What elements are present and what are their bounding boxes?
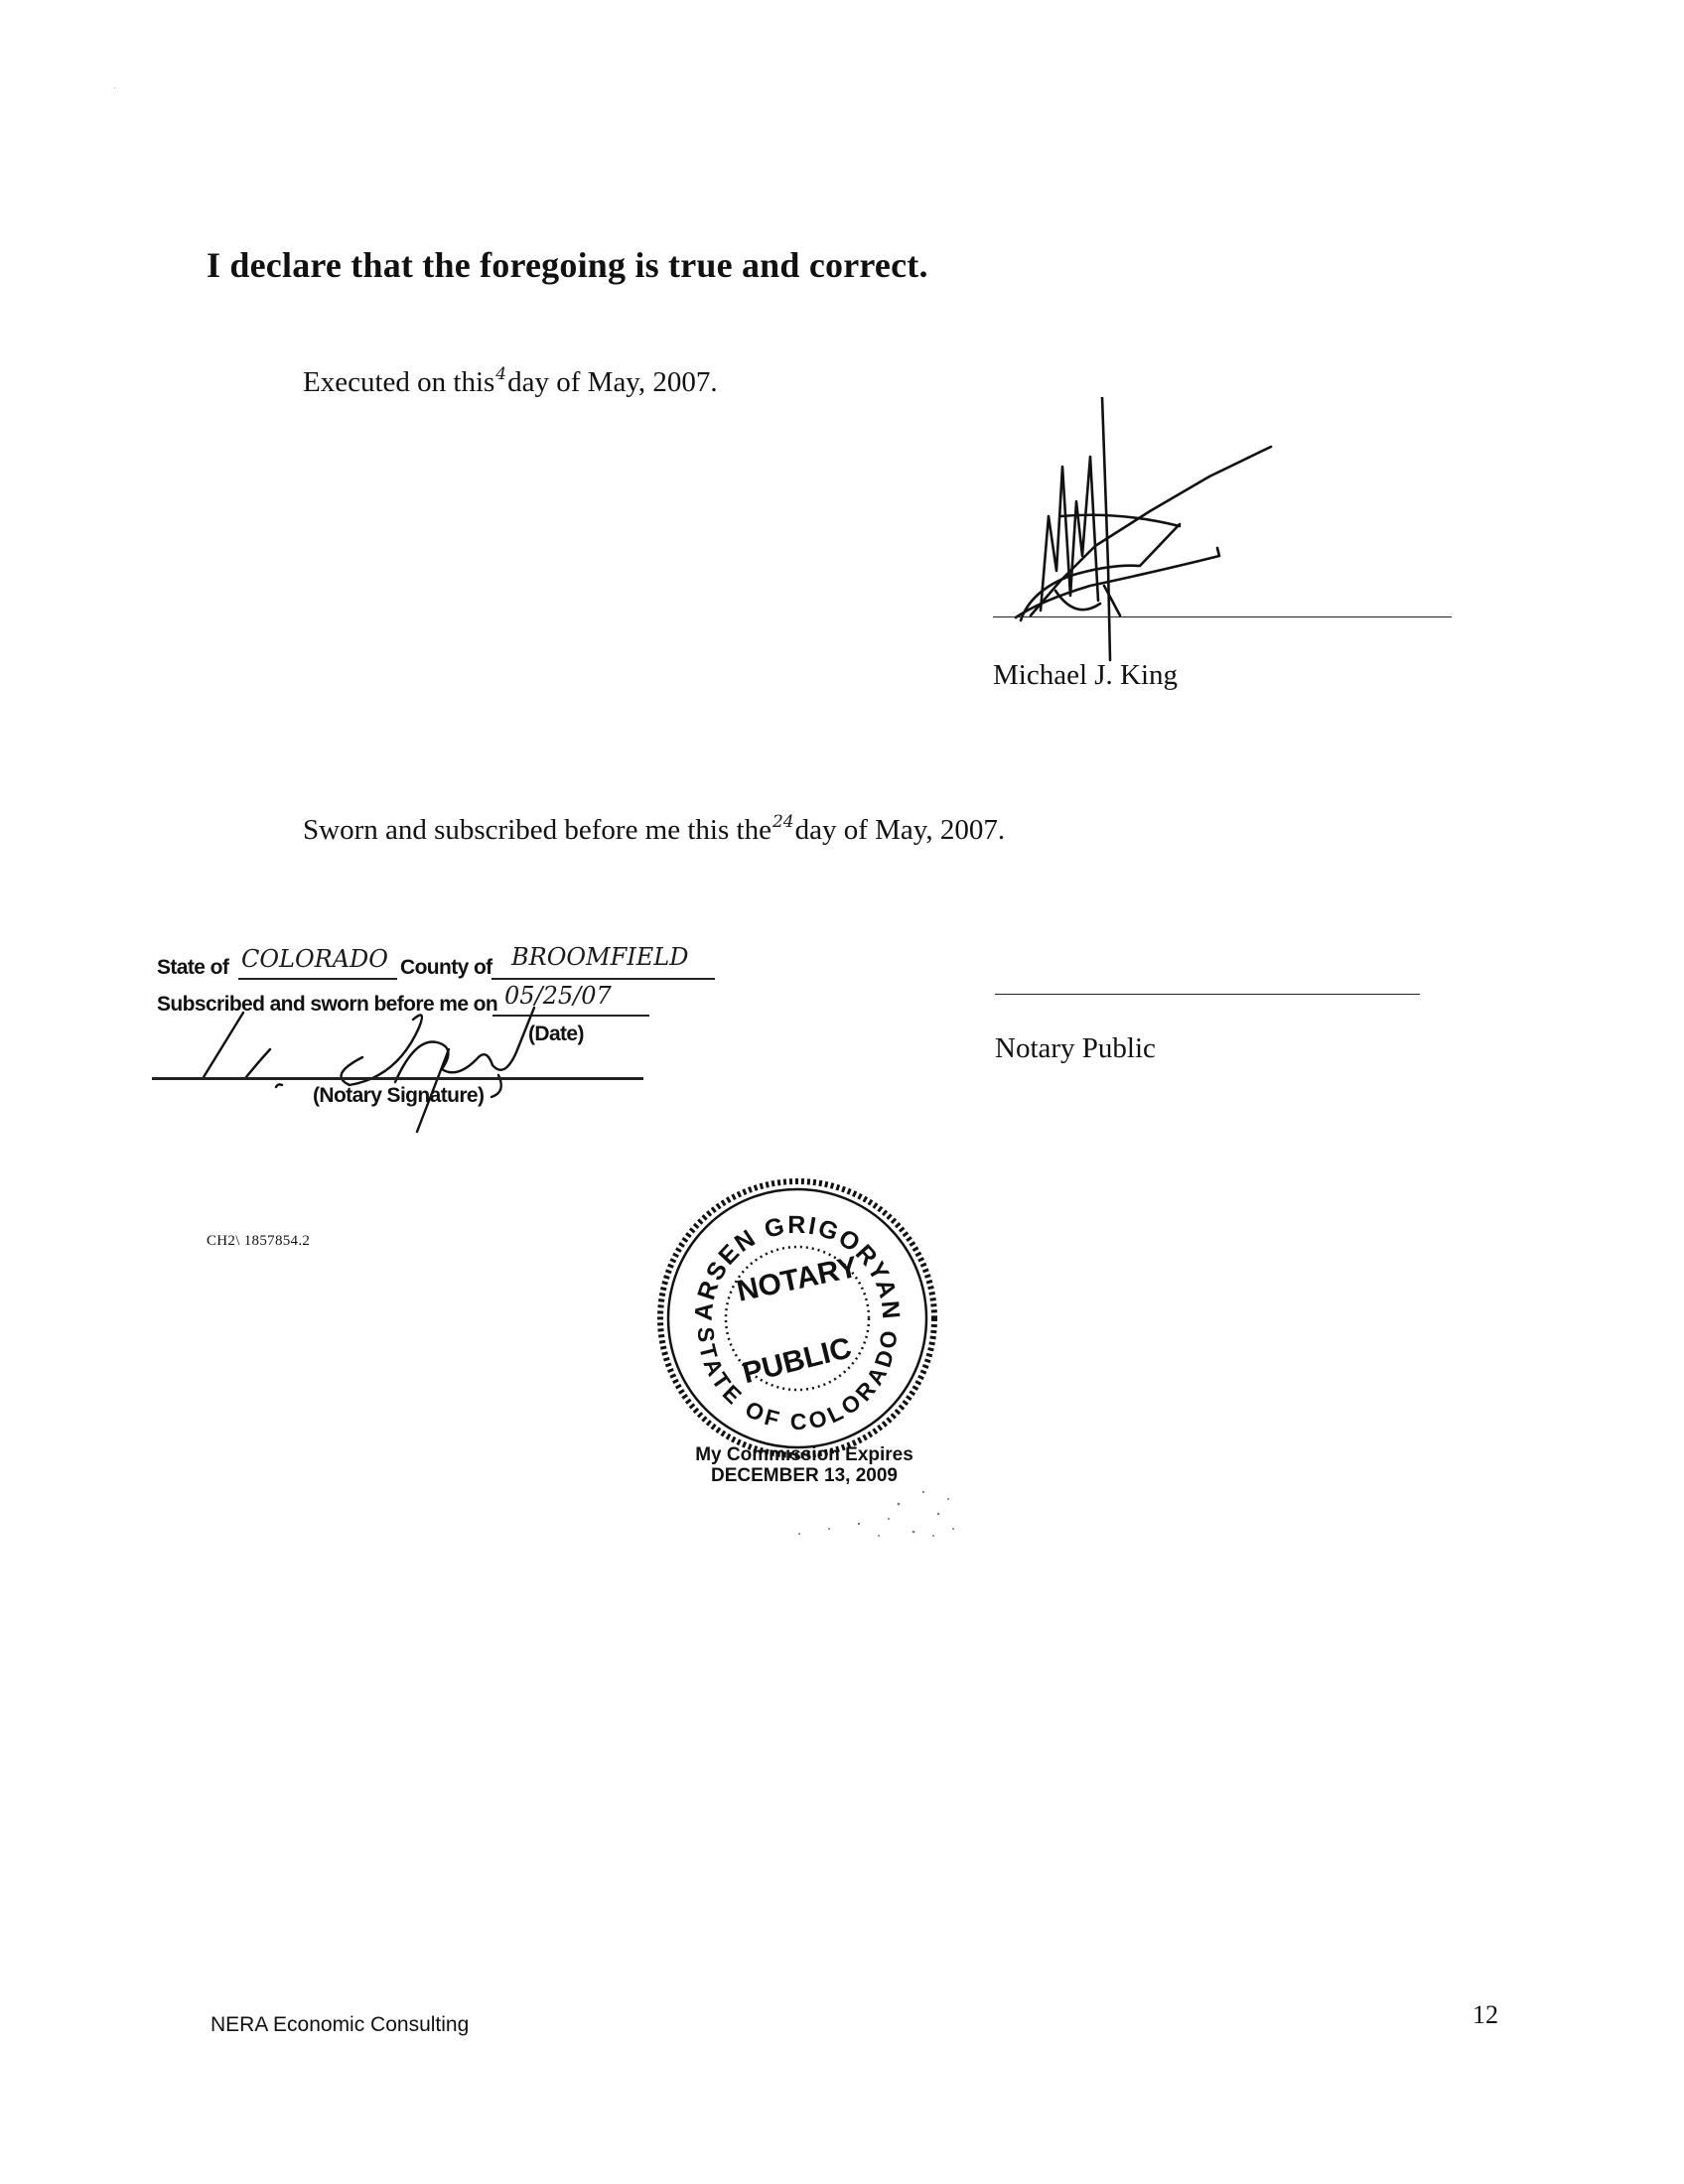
svg-text:STATE OF COLORADO [693, 1326, 903, 1435]
notary-signature-caption: (Notary Signature) [313, 1084, 485, 1107]
notary-seal-icon [650, 1171, 943, 1464]
commission-text [655, 1444, 953, 1486]
notary-signature [189, 988, 606, 1137]
seal-notary: NOTARY [734, 1250, 861, 1308]
stamp-ink-speckles [740, 1484, 968, 1544]
executed-day-handwritten: 4 [495, 364, 507, 384]
date-caption: (Date) [528, 1023, 584, 1045]
signer-name: Michael J. King [993, 659, 1179, 691]
notary-signature-line [152, 1077, 643, 1080]
executed-prefix: Executed on this [303, 366, 495, 398]
page-number: 12 [1473, 2000, 1498, 2029]
county-value-handwritten: BROOMFIELD [511, 943, 689, 971]
scan-speck [114, 87, 115, 88]
footer-company: NERA Economic Consulting [210, 2013, 470, 2036]
signer-signature [1001, 397, 1299, 665]
sworn-day-handwritten: 24 [772, 812, 794, 832]
executed-suffix: day of May, 2007. [507, 366, 718, 398]
sworn-suffix: day of May, 2007. [794, 814, 1006, 846]
sworn-line [303, 812, 1005, 847]
sworn-prefix: Sworn and subscribed before me this the [303, 814, 772, 846]
state-underline [238, 978, 397, 980]
commission-label: My Commission Expires [695, 1444, 913, 1465]
executed-line [303, 364, 718, 399]
subscribed-label: Subscribed and sworn before me on [157, 993, 498, 1016]
signature-line [993, 616, 1452, 617]
seal-name: ARSEN GRIGORYAN [689, 1210, 906, 1322]
commission-date: DECEMBER 13, 2009 [711, 1465, 898, 1486]
county-label: County of [400, 956, 492, 979]
county-underline [491, 978, 715, 980]
sworn-date-handwritten: 05/25/07 [504, 982, 612, 1010]
state-value-handwritten: COLORADO [241, 945, 388, 973]
state-label: State of [157, 956, 229, 979]
notary-public-title: Notary Public [995, 1032, 1156, 1064]
seal-public: PUBLIC [739, 1331, 855, 1391]
declaration-heading: I declare that the foregoing is true and correct. [207, 245, 928, 285]
document-id: CH2\ 1857854.2 [207, 1233, 311, 1249]
notary-public-line [995, 994, 1420, 995]
seal-state: STATE OF COLORADO [692, 1325, 903, 1435]
